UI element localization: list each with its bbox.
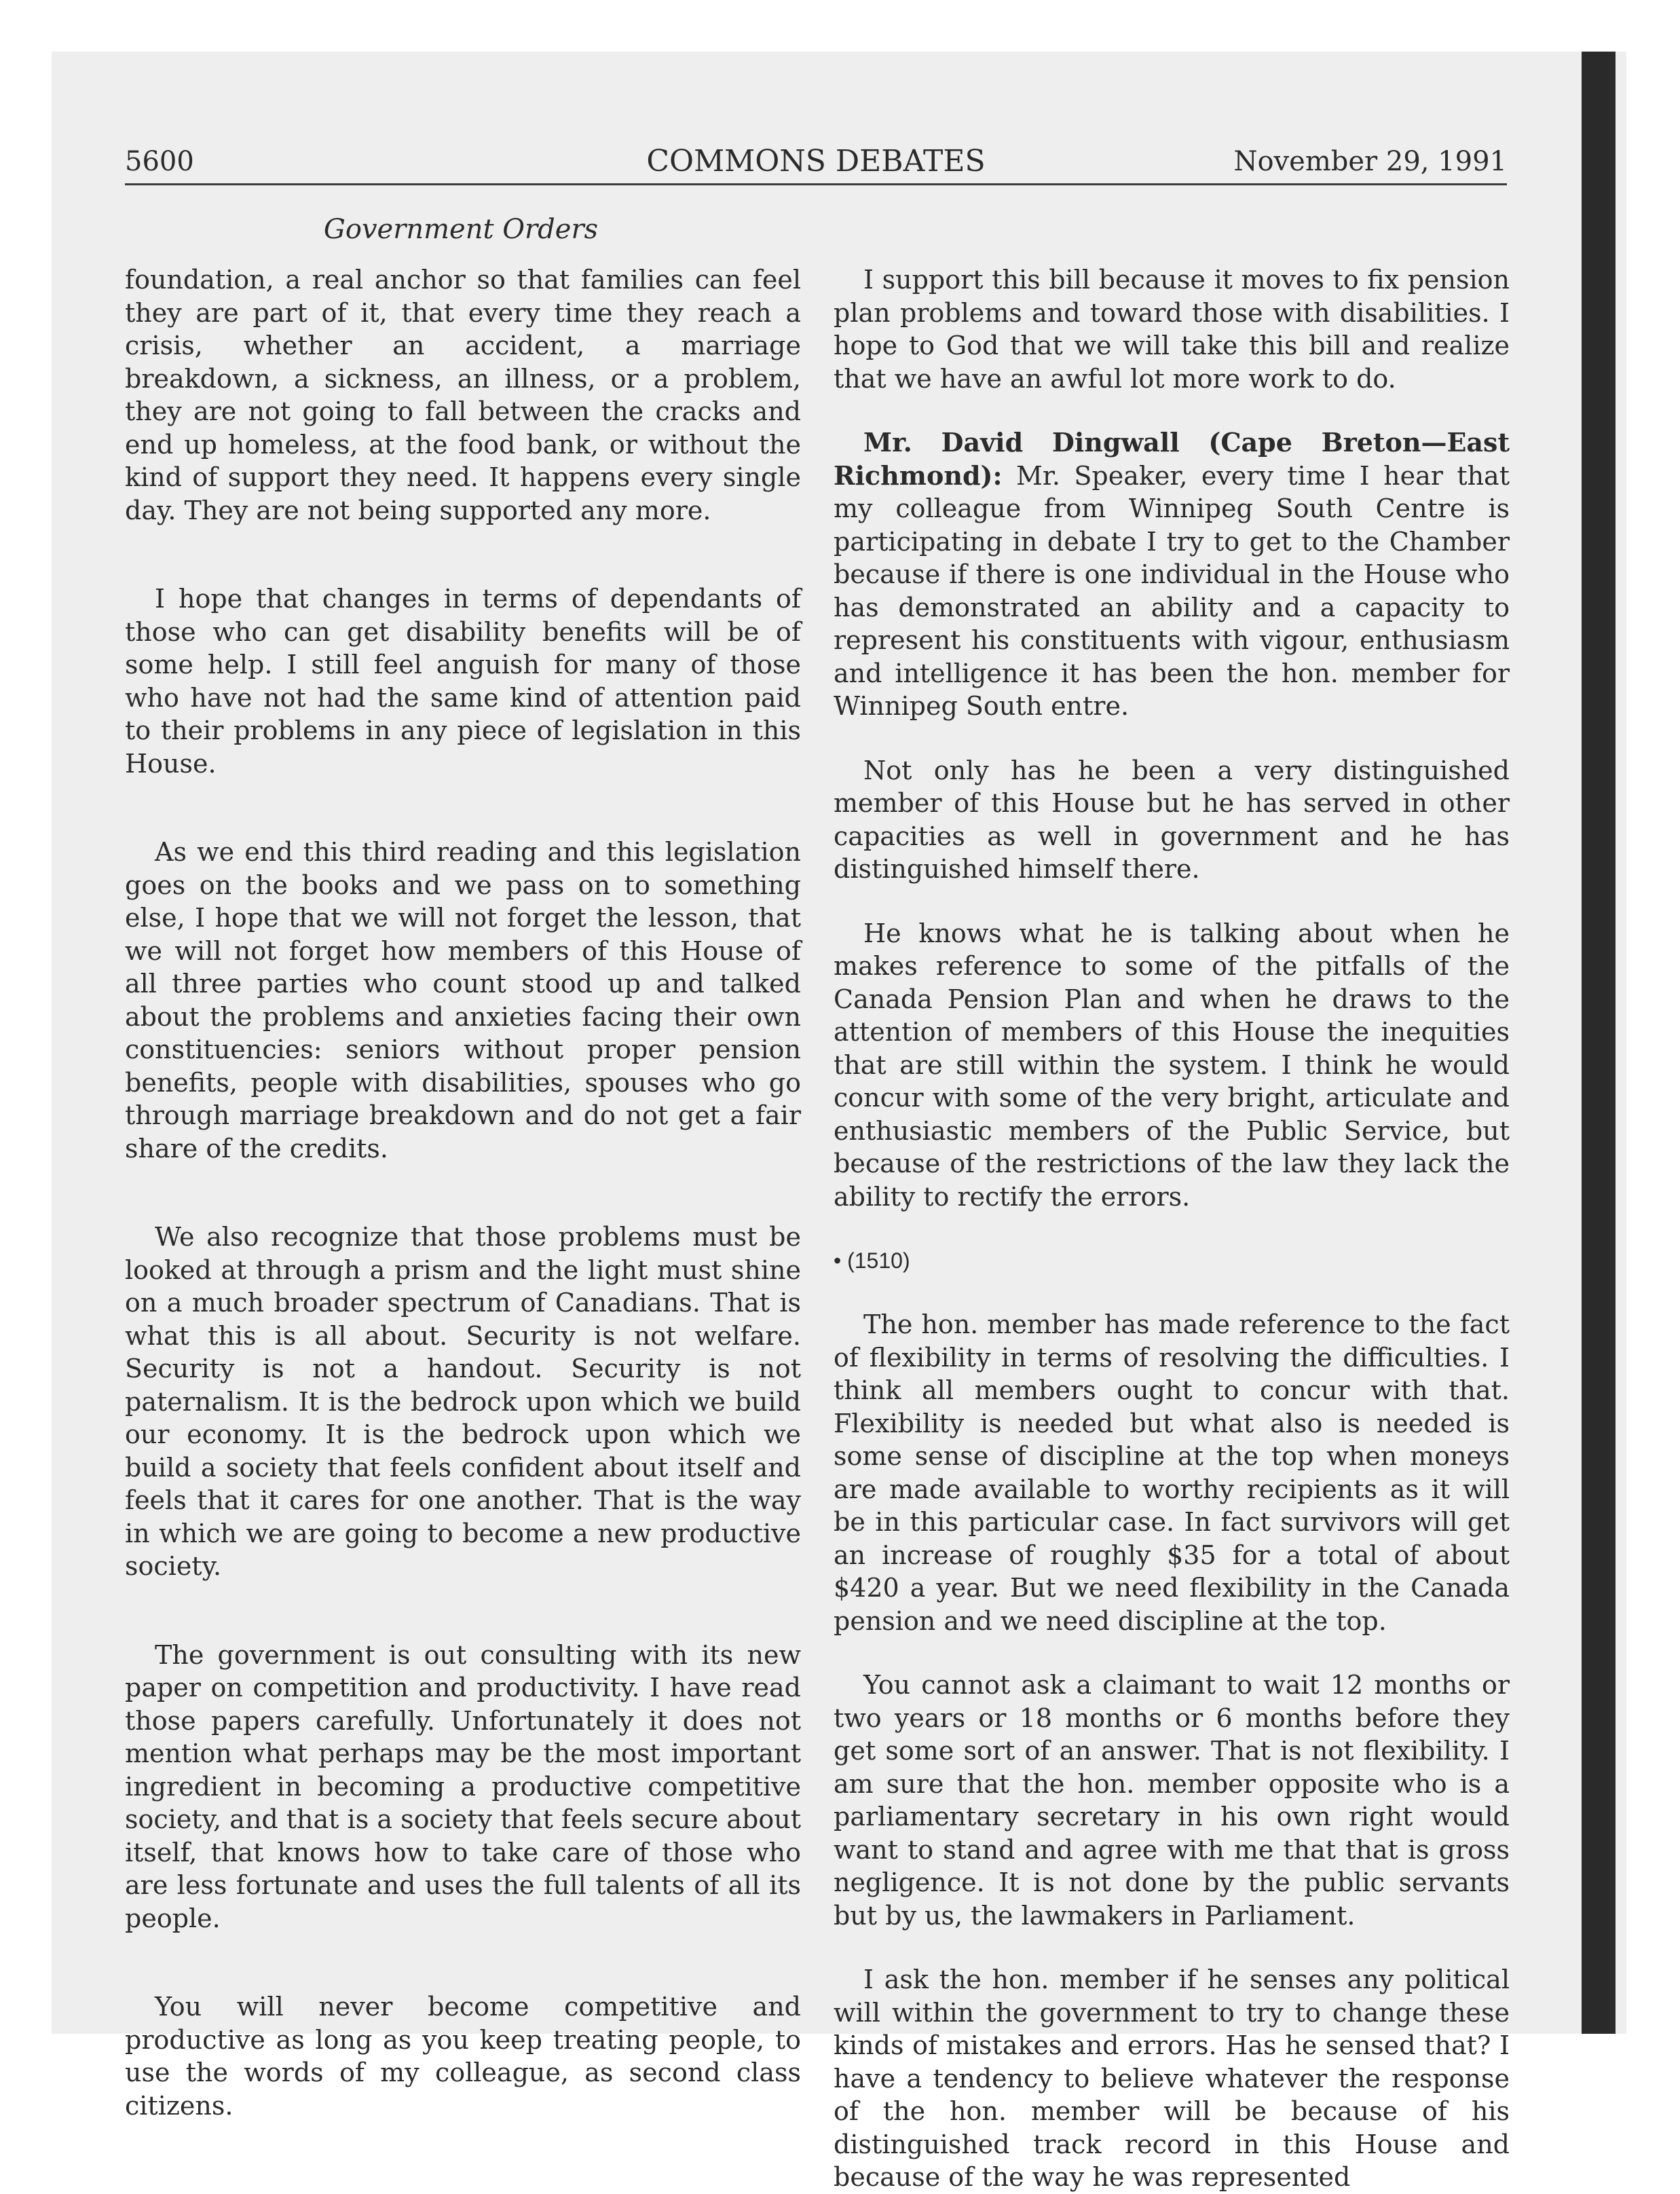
left-column — [125, 263, 801, 2122]
paragraph: We also recognize that those problems must be looked at through a prism and the light must shine on a much broader spectrum of Canadians. That is what this is all about. Security is not welfare. Security is not a handout. Security is not paternalism. It is the bedrock upon which we build our economy. It is the bedrock upon which we build a society that feels confident about itself and feels that it cares for one another. That is the way in which we are going to become a new productive society. — [125, 1222, 801, 1581]
speaker-paragraph — [834, 426, 1510, 723]
speaker-text: Mr. Speaker, every time I hear that my colleague from Winnipeg South Centre is participating in debate I try to get to the Chamber because if there is one individual in the House who has demonstrated an ability and a capacity to represent his constituents with vigour, enthusiasm and intelligence it has been the hon. member for Winnipeg South entre. — [834, 460, 1510, 721]
paragraph: The hon. member has made reference to the fact of flexibility in terms of resolving the difficulties. I think all members ought to concur with that. Flexibility is needed but what also is needed is some sense of discipline at the top when moneys are made available to worthy recipients as it will be in this particular case. In fact survivors will get an increase of roughly $35 for a total of about $420 a year. But we need flexibility in the Canada pension and we need discipline at the top. — [834, 1309, 1510, 1636]
paragraph: I ask the hon. member if he senses any political will within the government to try to change these kinds of mistakes and errors. Has he sensed that? I have a tendency to believe whatever the response of the hon. member will be because of his distinguished track record in this House and because of the way he was represented — [834, 1965, 1510, 2192]
paragraph: You will never become competitive and productive as long as you keep treating people, to use the words of my colleague, as second class citizens. — [125, 1992, 801, 2121]
paragraph: As we end this third reading and this legislation goes on the books and we pass on to something else, I hope that we will not forget the lesson, that we will not forget how members of this House of all three parties who count stood up and talked about the problems and anxieties facing their own constituencies: seniors without proper pension benefits, people with disabilities, spouses who go through marriage breakdown and do not get a fair share of the credits. — [125, 837, 801, 1164]
paragraph: You cannot ask a claimant to wait 12 months or two years or 18 months or 6 months before they get some sort of an answer. That is not flexibility. I am sure that the hon. member opposite who is a parliamentary secretary in his own right would want to stand and agree with me that that is gross negligence. It is not done by the public servants but by us, the lawmakers in Parliament. — [834, 1670, 1510, 1931]
paragraph: He knows what he is talking about when he makes reference to some of the pitfalls of the Canada Pension Plan and when he draws to the attention of members of this House the inequities that are still within the system. I think he would concur with some of the very bright, articulate and enthusiastic members of the Public Service, but because of the restrictions of the law they lack the ability to rectify the errors. — [834, 918, 1510, 1212]
paragraph: foundation, a real anchor so that families can feel they are part of it, that every time they reach a crisis, whether an accident, a marriage breakdown, a sickness, an illness, or a problem, they are not going to fall between the cracks and end up homeless, at the food bank, or without the kind of support they need. It happens every single day. They are not being supported any more. — [125, 265, 801, 525]
timestamp: • (1510) — [834, 1248, 910, 1273]
speaker-name: Mr. David Dingwall (Cape Breton—East Richmond): — [834, 427, 1510, 491]
paragraph: Not only has he been a very distinguished member of this House but he has served in other capacities as well in government and he has distinguished himself there. — [834, 755, 1510, 884]
section-label: Government Orders — [323, 214, 599, 245]
page-number: 5600 — [125, 146, 194, 177]
header-rule — [125, 183, 1507, 185]
publication-title: COMMONS DEBATES — [646, 144, 986, 179]
paragraph: I support this bill because it moves to fix pension plan problems and toward those with disabilities. I hope to God that we will take this bill and realize that we have an awful lot more work to do. — [834, 265, 1510, 394]
running-header — [125, 141, 1507, 182]
publication-date: November 29, 1991 — [1233, 146, 1507, 177]
right-column — [834, 263, 1510, 2194]
paragraph: I hope that changes in terms of dependants of those who can get disability benefits will be of some help. I still feel anguish for many of those who have not had the same kind of attention paid to their problems in any piece of legislation in this House. — [125, 584, 801, 779]
paragraph: The government is out consulting with its new paper on competition and productivity. I have read those papers carefully. Unfortunately it does not mention what perhaps may be the most important ingredient in becoming a productive competitive society, and that is a society that feels secure about itself, that knows how to take care of those who are less fortunate and uses the full talents of all its people. — [125, 1639, 801, 1933]
